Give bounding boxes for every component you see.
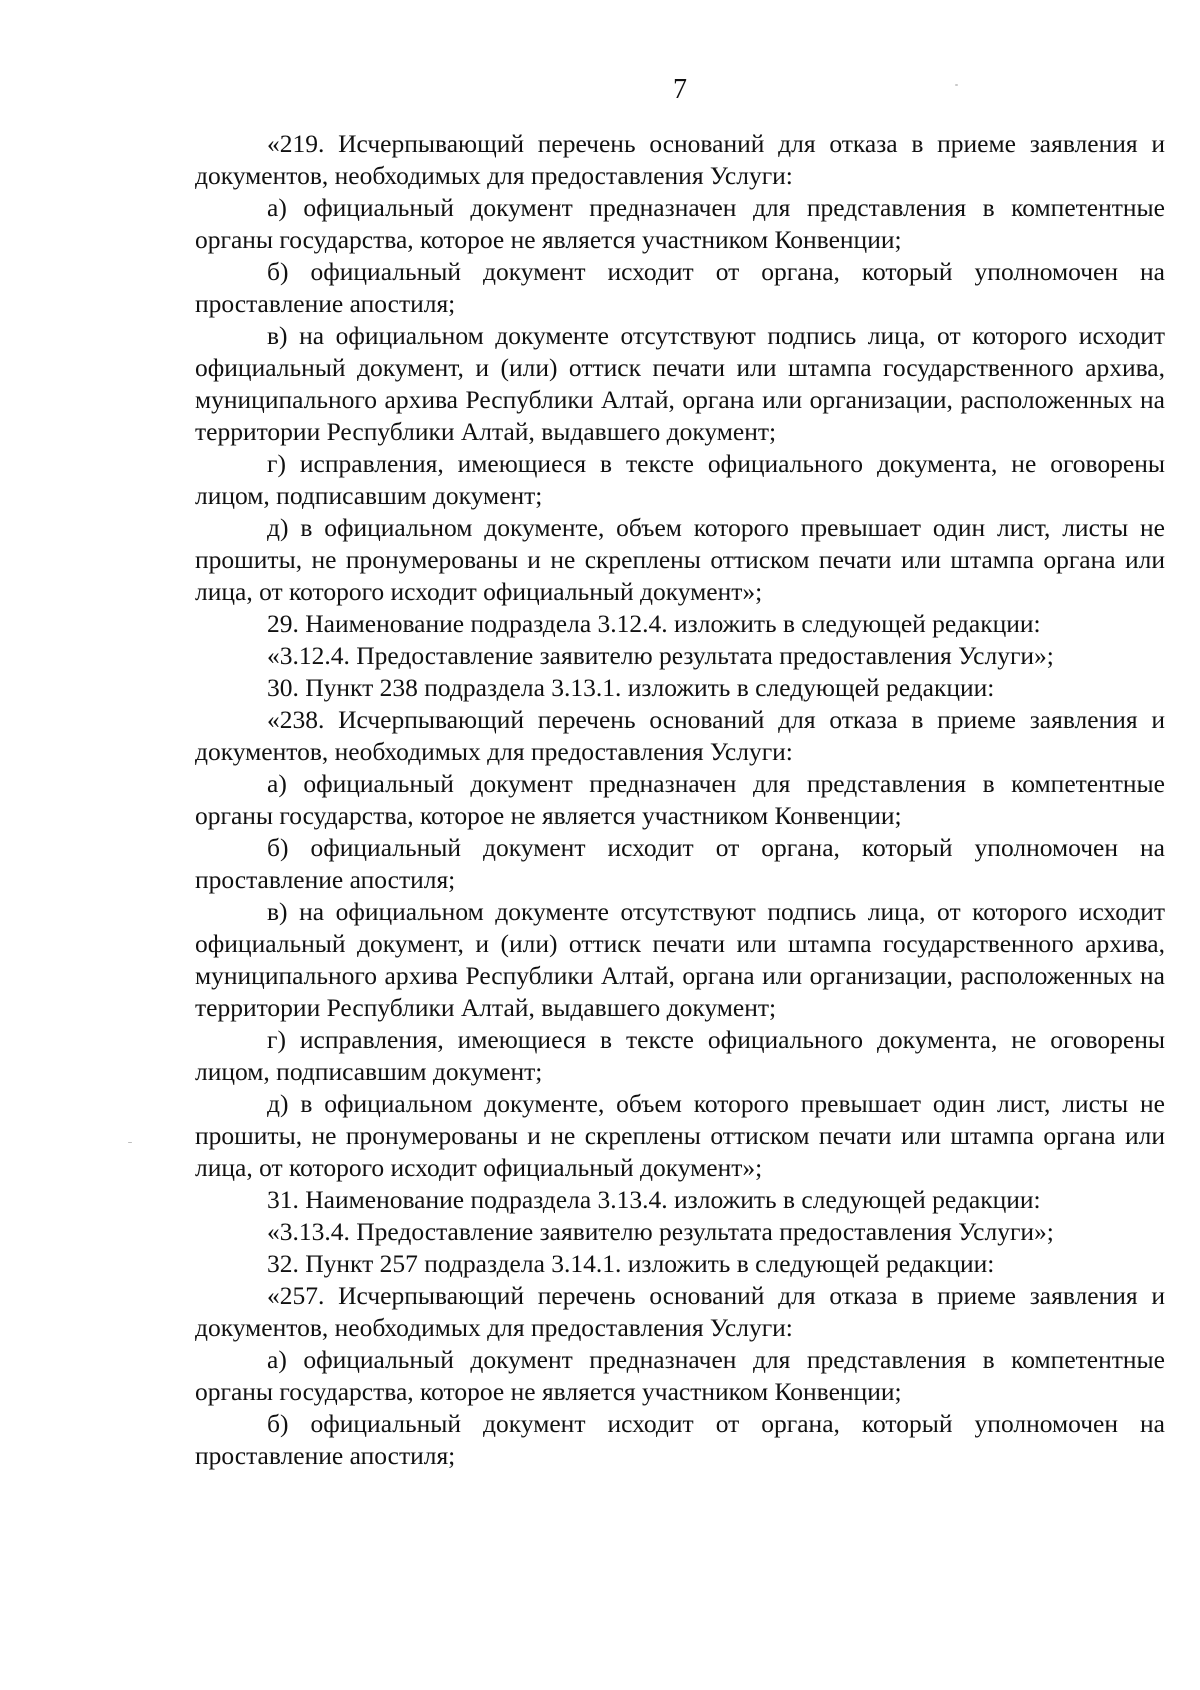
paragraph-238-d: д) в официальном документе, объем которого превышает один лист, листы не прошиты, не пронумерованы и не скреплены оттиском печати или штампа органа или лица, от которого исходит официальный документ»; (195, 1089, 1165, 1182)
paragraph-32: 32. Пункт 257 подраздела 3.14.1. изложить в следующей редакции: (267, 1249, 995, 1278)
paragraph-29: 29. Наименование подраздела 3.12.4. изложить в следующей редакции: (267, 609, 1041, 638)
scan-speck (128, 1142, 132, 1143)
paragraph-30: 30. Пункт 238 подраздела 3.13.1. изложить в следующей редакции: (267, 673, 995, 702)
paragraph-257-b: б) официальный документ исходит от органа, который уполномочен на проставление апостиля; (195, 1409, 1165, 1470)
paragraph-219-intro: «219. Исчерпывающий перечень оснований для отказа в приеме заявления и документов, необходимых для предоставления Услуги: (195, 129, 1165, 190)
paragraph-238-intro: «238. Исчерпывающий перечень оснований для отказа в приеме заявления и документов, необходимых для предоставления Услуги: (195, 705, 1165, 766)
paragraph-219-a: а) официальный документ предназначен для представления в компетентные органы государства, которое не является участником Конвенции; (195, 193, 1165, 254)
paragraph-238-v: в) на официальном документе отсутствуют подпись лица, от которого исходит официальный документ, и (или) оттиск печати или штампа государственного архива, муниципального архива Республики Алтай, органа или организации, расположенных на территории Республики Алтай, выдавшего документ; (195, 897, 1165, 1022)
paragraph-219-v: в) на официальном документе отсутствуют подпись лица, от которого исходит официальный документ, и (или) оттиск печати или штампа государственного архива, муниципального архива Республики Алтай, органа или организации, расположенных на территории Республики Алтай, выдавшего документ; (195, 321, 1165, 446)
paragraph-219-b: б) официальный документ исходит от органа, который уполномочен на проставление апостиля; (195, 257, 1165, 318)
paragraph-257-a: а) официальный документ предназначен для представления в компетентные органы государства, которое не является участником Конвенции; (195, 1345, 1165, 1406)
paragraph-219-g: г) исправления, имеющиеся в тексте официального документа, не оговорены лицом, подписавшим документ; (195, 449, 1165, 510)
paragraph-219-d: д) в официальном документе, объем которого превышает один лист, листы не прошиты, не пронумерованы и не скреплены оттиском печати или штампа органа или лица, от которого исходит официальный документ»; (195, 513, 1165, 606)
paragraph-257-intro: «257. Исчерпывающий перечень оснований для отказа в приеме заявления и документов, необходимых для предоставления Услуги: (195, 1281, 1165, 1342)
paragraph-238-g: г) исправления, имеющиеся в тексте официального документа, не оговорены лицом, подписавшим документ; (195, 1025, 1165, 1086)
paragraph-238-b: б) официальный документ исходит от органа, который уполномочен на проставление апостиля; (195, 833, 1165, 894)
paragraph-238-a: а) официальный документ предназначен для представления в компетентные органы государства, которое не является участником Конвенции; (195, 769, 1165, 830)
paragraph-3-12-4-title: «3.12.4. Предоставление заявителю результата предоставления Услуги»; (267, 641, 1054, 670)
paragraph-3-13-4-title: «3.13.4. Предоставление заявителю результата предоставления Услуги»; (267, 1217, 1054, 1246)
document-body (195, 128, 1165, 1472)
paragraph-31: 31. Наименование подраздела 3.13.4. изложить в следующей редакции: (267, 1185, 1041, 1214)
page-number: 7 (673, 74, 687, 105)
